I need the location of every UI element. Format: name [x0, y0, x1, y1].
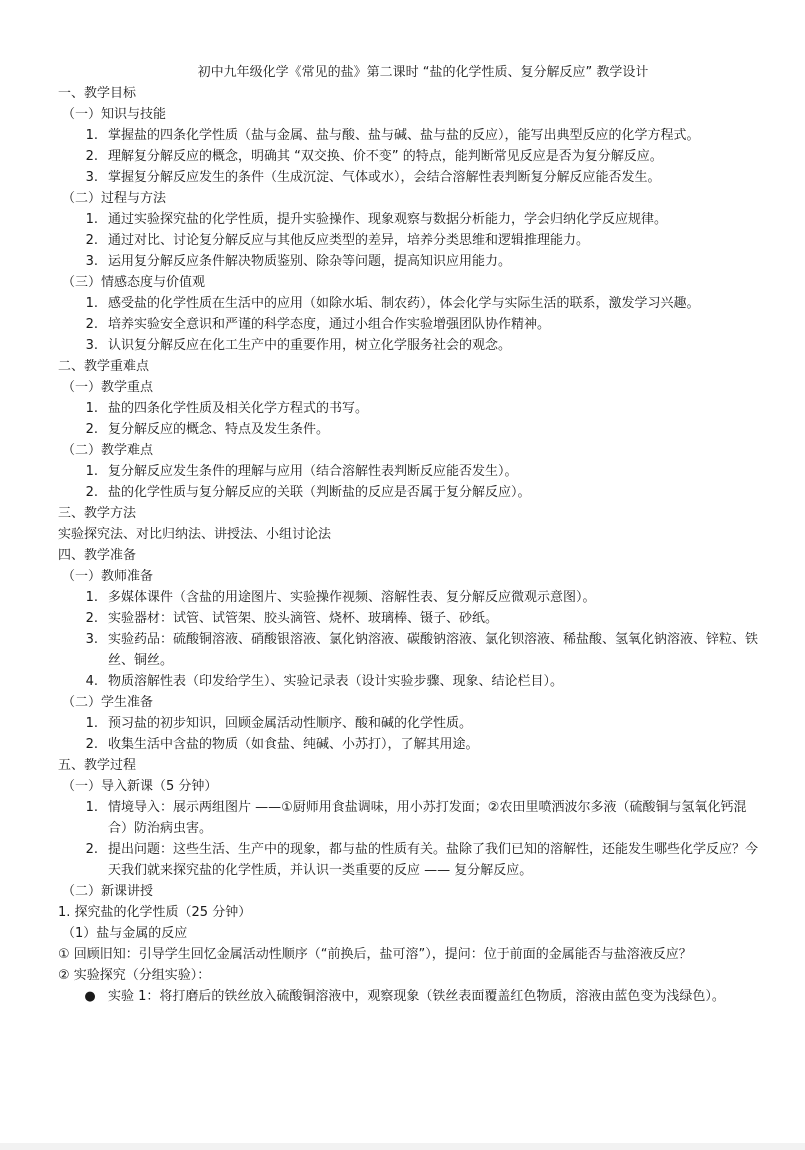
- item-number: 1.: [85, 590, 98, 605]
- section-heading: 四、教学准备: [58, 548, 137, 563]
- paragraph: 实验探究法、对比归纳法、讲授法、小组讨论法: [58, 527, 332, 542]
- list-item: 2. 理解复分解反应的概念，明确其 “双交换、价不变” 的特点，能判断常见反应是否为复分解反应。: [58, 146, 758, 167]
- subsection-heading: （三）情感态度与价值观: [62, 275, 206, 290]
- list-item: 1. 通过实验探究盐的化学性质，提升实验操作、现象观察与数据分析能力，学会归纳化学反应规律。: [58, 209, 758, 230]
- paragraph: （1）盐与金属的反应: [62, 926, 188, 941]
- subsection-heading: （一）教学重点: [62, 380, 154, 395]
- bullet-item: ● 实验 1：将打磨后的铁丝放入硫酸铜溶液中，观察现象（铁丝表面覆盖红色物质，溶液由蓝色变为浅绿色）。: [58, 986, 758, 1007]
- paragraph: ① 回顾旧知：引导学生回忆金属活动性顺序（“前换后，盐可溶”），提问：位于前面的金属能否与盐溶液反应？: [58, 947, 692, 962]
- subsection-heading: （一）导入新课（5 分钟）: [62, 779, 218, 794]
- list-item: 3. 认识复分解反应在化工生产中的重要作用，树立化学服务社会的观念。: [58, 335, 758, 356]
- list-item: 2. 复分解反应的概念、特点及发生条件。: [58, 419, 758, 440]
- item-number: 2.: [85, 149, 98, 164]
- item-number: 1.: [85, 128, 98, 143]
- item-number: 1.: [85, 800, 98, 815]
- subsection-heading: （一）教师准备: [62, 569, 154, 584]
- list-item: 3. 实验药品：硫酸铜溶液、硝酸银溶液、氯化钠溶液、碳酸钠溶液、氯化钡溶液、稀盐酸、氢氧化钠溶液、锌粒、铁丝、铜丝。: [58, 629, 758, 671]
- item-number: 1.: [85, 296, 98, 311]
- item-number: 2.: [85, 737, 98, 752]
- subsection-heading: （二）新课讲授: [62, 884, 154, 899]
- list-item: 1. 多媒体课件（含盐的用途图片、实验操作视频、溶解性表、复分解反应微观示意图）。: [58, 587, 758, 608]
- document-body: [58, 62, 758, 1007]
- item-number: 2.: [85, 611, 98, 626]
- item-number: 4.: [85, 674, 98, 689]
- item-number: 3.: [85, 254, 98, 269]
- item-number: 1.: [85, 212, 98, 227]
- list-item: 1. 复分解反应发生条件的理解与应用（结合溶解性表判断反应能否发生）。: [58, 461, 758, 482]
- section-heading: 一、教学目标: [58, 86, 137, 101]
- list-item: 2. 实验器材：试管、试管架、胶头滴管、烧杯、玻璃棒、镊子、砂纸。: [58, 608, 758, 629]
- list-item: 2. 提出问题：这些生活、生产中的现象，都与盐的性质有关。盐除了我们已知的溶解性，还能发生哪些化学反应？今天我们就来探究盐的化学性质，并认识一类重要的反应 —— 复分解反应。: [58, 839, 758, 881]
- list-item: 4. 物质溶解性表（印发给学生）、实验记录表（设计实验步骤、现象、结论栏目）。: [58, 671, 758, 692]
- list-item: 2. 收集生活中含盐的物质（如食盐、纯碱、小苏打），了解其用途。: [58, 734, 758, 755]
- list-item: 3. 掌握复分解反应发生的条件（生成沉淀、气体或水），会结合溶解性表判断复分解反应能否发生。: [58, 167, 758, 188]
- item-number: 2.: [85, 842, 98, 857]
- item-number: 2.: [85, 233, 98, 248]
- paragraph: ② 实验探究（分组实验）：: [58, 968, 211, 983]
- item-number: 1.: [85, 716, 98, 731]
- subsection-heading: （二）教学难点: [62, 443, 154, 458]
- item-number: 2.: [85, 485, 98, 500]
- item-number: 1.: [85, 401, 98, 416]
- list-item: 1. 盐的四条化学性质及相关化学方程式的书写。: [58, 398, 758, 419]
- list-item: 1. 预习盐的初步知识，回顾金属活动性顺序、酸和碱的化学性质。: [58, 713, 758, 734]
- item-number: 3.: [85, 632, 98, 647]
- list-item: 1. 感受盐的化学性质在生活中的应用（如除水垢、制农药），体会化学与实际生活的联系，激发学习兴趣。: [58, 293, 758, 314]
- subsection-heading: （一）知识与技能: [62, 107, 167, 122]
- item-number: 2.: [85, 317, 98, 332]
- list-item: 1. 掌握盐的四条化学性质（盐与金属、盐与酸、盐与碱、盐与盐的反应），能写出典型反应的化学方程式。: [58, 125, 758, 146]
- section-heading: 五、教学过程: [58, 758, 137, 773]
- item-number: 1.: [85, 464, 98, 479]
- list-item: 2. 盐的化学性质与复分解反应的关联（判断盐的反应是否属于复分解反应）。: [58, 482, 758, 503]
- section-heading: 二、教学重难点: [58, 359, 150, 374]
- section-heading: 三、教学方法: [58, 506, 137, 521]
- list-item: 2. 培养实验安全意识和严谨的科学态度，通过小组合作实验增强团队协作精神。: [58, 314, 758, 335]
- list-item: 1. 情境导入：展示两组图片 ——①厨师用食盐调味，用小苏打发面；②农田里喷洒波尔多液（硫酸铜与氢氧化钙混合）防治病虫害。: [58, 797, 758, 839]
- list-item: 2. 通过对比、讨论复分解反应与其他反应类型的差异，培养分类思维和逻辑推理能力。: [58, 230, 758, 251]
- subsection-heading: （二）学生准备: [62, 695, 154, 710]
- bullet-icon: ●: [84, 989, 96, 1004]
- item-number: 2.: [85, 422, 98, 437]
- subsection-heading: （二）过程与方法: [62, 191, 167, 206]
- paragraph: 1. 探究盐的化学性质（25 分钟）: [58, 905, 252, 920]
- list-item: 3. 运用复分解反应条件解决物质鉴别、除杂等问题，提高知识应用能力。: [58, 251, 758, 272]
- item-number: 3.: [85, 338, 98, 353]
- item-number: 3.: [85, 170, 98, 185]
- document-title: 初中九年级化学《常见的盐》第二课时 “盐的化学性质、复分解反应” 教学设计: [197, 65, 649, 80]
